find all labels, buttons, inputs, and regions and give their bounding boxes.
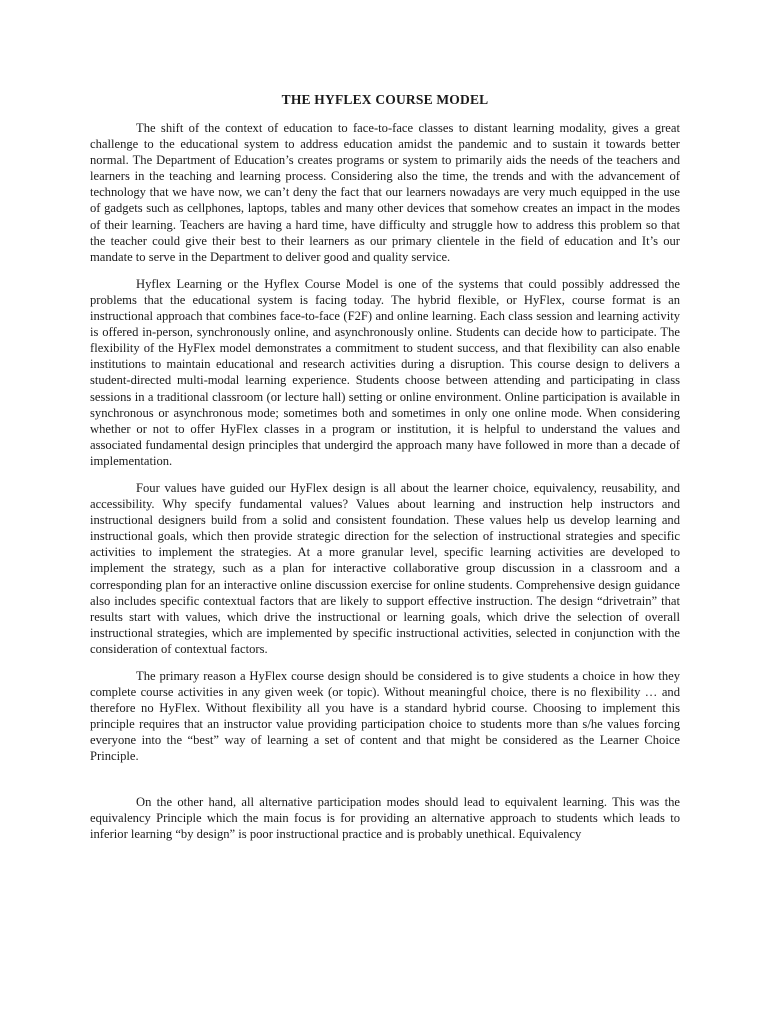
paragraph-3: Four values have guided our HyFlex design is all about the learner choice, equivalency, reusability, and accessibility. Why specify fundamental values? Values about learning and instruction help instructors and instructional designers build from a solid and consistent foundation. These values help us develop learning and instructional goals, which then provide strategic direction for the selection of instructional strategies and specific activities to implement the strategies. At a more granular level, specific learning activities are developed to implement the strategy, such as a plan for interactive collaborative group discussion in a classroom and a corresponding plan for an interactive online discussion exercise for online students. Comprehensive design guidance also includes specific contextual factors that are likely to support effective instruction. The design “drivetrain” that results start with values, which drive the instructional or learning goals, which drive the selection of overall instructional strategies, which are implemented by specific instructional activities, selected in conjunction with the consideration of contextual factors. (90, 480, 680, 656)
paragraph-5: On the other hand, all alternative participation modes should lead to equivalent learning. This was the equivalency Principle which the main focus is for providing an alternative approach to students which leads to inferior learning “by design” is poor instructional practice and is probably unethical. Equivalency (90, 794, 680, 841)
document-title: THE HYFLEX COURSE MODEL (281, 92, 489, 107)
paragraph-4: The primary reason a HyFlex course design should be considered is to give students a choice in how they complete course activities in any given week (or topic). Without meaningful choice, there is no flexibility … and therefore no HyFlex. Without flexibility all you have is a standard hybrid course. Choosing to implement this principle requires that an instructor value providing participation choice to students more than s/he values forcing everyone into the “best” way of learning a set of content and that might be considered as the Learner Choice Principle. (90, 669, 680, 764)
paragraph-1: The shift of the context of education to face-to-face classes to distant learning modality, gives a great challenge to the educational system to address education amidst the pandemic and to sustain it towards better normal. The Department of Education’s creates programs or system to primarily aids the needs of the teachers and learners in the teaching and learning process. Considering also the time, the trends and with the advancement of technology that we have now, we can’t deny the fact that our learners nowadays are very much equipped in the use of gadgets such as cellphones, laptops, tables and many other devices that somehow creates an impact in the modes of their learning. Teachers are having a hard time, have difficulty and struggle how to address this problem so that the teacher could give their best to their learners as our primary clientele in the field of education and It’s our mandate to serve in the Department to deliver good and quality service. (90, 121, 680, 264)
paragraph-2: Hyflex Learning or the Hyflex Course Model is one of the systems that could possibly addressed the problems that the educational system is facing today. The hybrid flexible, or HyFlex, course format is an instructional approach that combines face-to-face (F2F) and online learning. Each class session and learning activity is offered in-person, synchronously online, and asynchronously online. Students can decide how to participate. The flexibility of the HyFlex model demonstrates a commitment to student success, and that flexibility can also enable institutions to maintain educational and research activities during a disruption. This course design to delivers a student-directed multi-modal learning experience. Students choose between attending and participating in class sessions in a traditional classroom (or lecture hall) setting or online environment. Online participation is available in synchronous or asynchronous mode; sometimes both and sometimes in only one online mode. When considering whether or not to offer HyFlex classes in a program or institution, it is helpful to understand the values and associated fundamental design principles that undergird the approach many have followed in more than a decade of implementation. (90, 276, 680, 468)
